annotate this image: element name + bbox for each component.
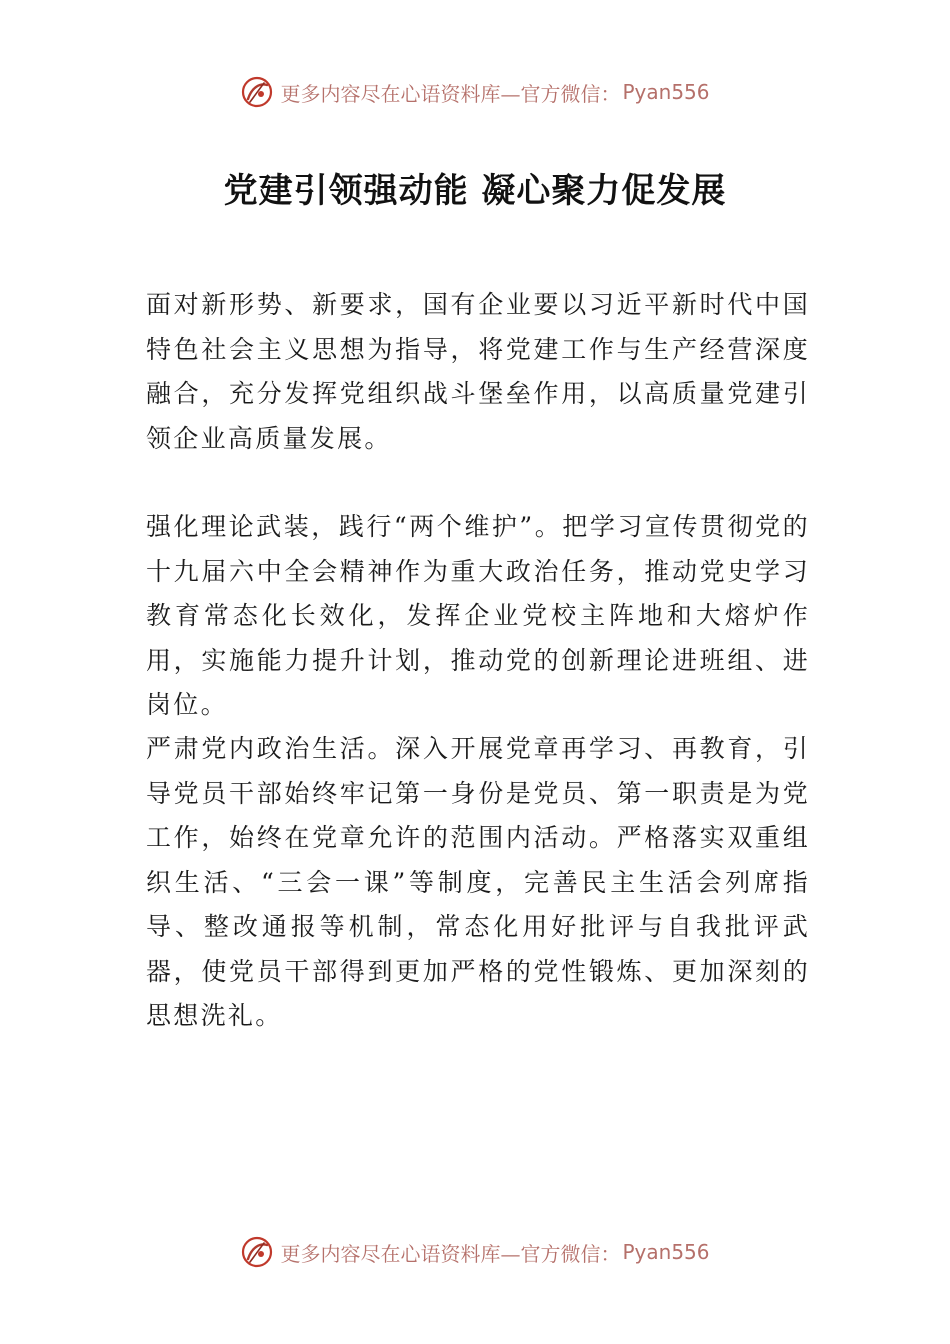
- watermark-text: 更多内容尽在心语资料库—官方微信：: [280, 81, 621, 106]
- paragraph-theory: 强化理论武装，践行“两个维护”。把学习宣传贯彻党的十九届六中全会精神作为重大政治任务，推动党史学习教育常态化长效化，发挥企业党校主阵地和大熔炉作用，实施能力提升计划，推动党的创新理论进班组、进岗位。: [146, 512, 810, 719]
- library-logo-icon: [240, 1235, 274, 1269]
- library-logo-icon: [240, 75, 274, 109]
- watermark-text: 更多内容尽在心语资料库—官方微信：: [280, 1241, 621, 1266]
- document-title: 党建引领强动能 凝心聚力促发展: [223, 171, 727, 211]
- watermark-wechat-id: Pyan556: [622, 1240, 710, 1264]
- paragraph-intro: 面对新形势、新要求，国有企业要以习近平新时代中国特色社会主义思想为指导，将党建工作与生产经营深度融合，充分发挥党组织战斗堡垒作用，以高质量党建引领企业高质量发展。: [146, 290, 810, 453]
- footer-watermark: [0, 1232, 950, 1272]
- paragraph-political-life: 严肃党内政治生活。深入开展党章再学习、再教育，引导党员干部始终牢记第一身份是党员、第一职责是为党工作，始终在党章允许的范围内活动。严格落实双重组织生活、“三会一课”等制度，完善民主生活会列席指导、整改通报等机制，常态化用好批评与自我批评武器，使党员干部得到更加严格的党性锻炼、更加深刻的思想洗礼。: [146, 734, 810, 1030]
- watermark-wechat-id: Pyan556: [622, 80, 710, 104]
- header-watermark: [0, 72, 950, 112]
